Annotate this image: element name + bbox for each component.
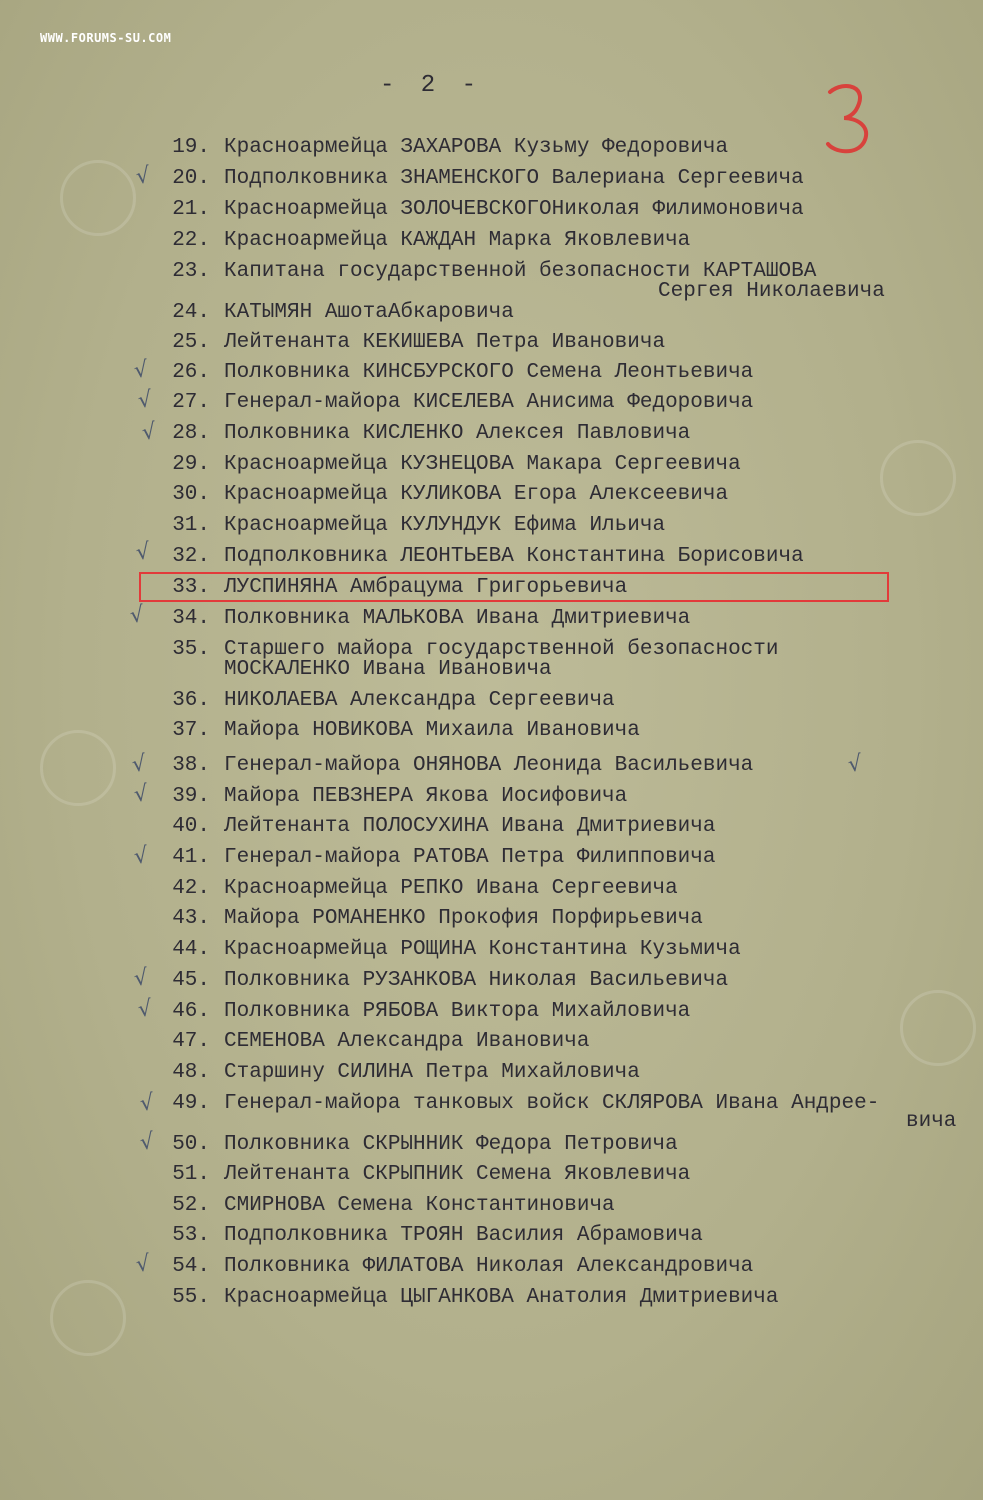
item-number: 49. [172,1092,210,1115]
list-item [0,1191,983,1221]
check-mark-icon: √ [130,751,148,778]
list-item [0,904,983,934]
item-number: 27. [172,391,210,414]
list-item [0,1058,983,1088]
item-number: 42. [172,877,210,900]
list-item [0,1283,983,1313]
list-item [0,1160,983,1190]
item-number: 38. [172,754,210,777]
check-mark-icon: √ [134,1251,152,1278]
check-mark-icon: √ [132,357,150,384]
item-text: Красноармейца РОЩИНА Константина Кузьмича [224,938,741,961]
check-mark-icon: √ [132,965,150,992]
item-number: 33. [172,576,210,599]
item-text: СМИРНОВА Семена Константиновича [224,1194,615,1217]
item-text: Подполковника ТРОЯН Василия Абрамовича [224,1224,703,1247]
item-number: 50. [172,1133,210,1156]
item-number: 41. [172,846,210,869]
check-mark-icon: √ [128,602,146,629]
item-text: Полковника РУЗАНКОВА Николая Васильевича [224,969,729,992]
item-text: Майора ПЕВЗНЕРА Якова Иосифовича [224,785,628,808]
check-mark-icon: √ [134,163,152,190]
check-mark-icon: √ [136,996,154,1023]
list-item [0,511,983,541]
item-number: 25. [172,331,210,354]
item-text: Красноармейца КАЖДАН Марка Яковлевича [224,229,691,252]
item-number: 46. [172,1000,210,1023]
item-number: 22. [172,229,210,252]
list-item [0,686,983,716]
item-text: Полковника РЯБОВА Виктора Михайловича [224,1000,691,1023]
item-text: Капитана государственной безопасности КАРТАШОВА [224,260,817,283]
item-text: Лейтенанта ПОЛОСУХИНА Ивана Дмитриевича [224,815,716,838]
item-text: Старшего майора государственной безопасности [224,638,779,661]
item-number: 40. [172,815,210,838]
check-mark-icon: √ [136,387,154,414]
item-text: ЛУСПИНЯНА Амбрацума Григорьевича [224,576,628,599]
item-number: 20. [172,167,210,190]
item-text: Старшину СИЛИНА Петра Михайловича [224,1061,640,1084]
list-item [0,604,983,634]
check-mark-icon: √ [846,751,864,778]
item-number: 45. [172,969,210,992]
item-number: 54. [172,1255,210,1278]
item-text: Лейтенанта СКРЫПНИК Семена Яковлевича [224,1163,691,1186]
list-item [0,450,983,480]
item-number: 23. [172,260,210,283]
item-number: 53. [172,1224,210,1247]
item-text: Красноармейца ЗОЛОЧЕВСКОГОНиколая Филимоновича [224,198,804,221]
page-number: - 2 - [380,72,483,99]
item-text: Лейтенанта КЕКИШЕВА Петра Ивановича [224,331,666,354]
item-text-continuation: вича [906,1110,957,1133]
list-item [0,812,983,842]
item-number: 39. [172,785,210,808]
list-item [0,133,983,163]
item-text: Красноармейца КУЛУНДУК Ефима Ильича [224,514,666,537]
item-number: 32. [172,545,210,568]
item-number: 55. [172,1286,210,1309]
item-number: 21. [172,198,210,221]
item-number: 35. [172,638,210,661]
item-text: Генерал-майора РАТОВА Петра Филипповича [224,846,716,869]
item-number: 31. [172,514,210,537]
check-mark-icon: √ [138,1090,156,1117]
check-mark-icon: √ [132,781,150,808]
item-text: Полковника КИСЛЕНКО Алексея Павловича [224,422,691,445]
item-text: Красноармейца ЗАХАРОВА Кузьму Федоровича [224,136,729,159]
item-text: Полковника КИНСБУРСКОГО Семена Леонтьевича [224,361,754,384]
list-item [0,1221,983,1251]
item-text-continuation: МОСКАЛЕНКО Ивана Ивановича [224,658,552,681]
item-number: 37. [172,719,210,742]
item-number: 51. [172,1163,210,1186]
list-item [0,195,983,225]
list-item [0,573,983,603]
item-number: 48. [172,1061,210,1084]
list-item [0,874,983,904]
list-item [0,480,983,510]
item-number: 52. [172,1194,210,1217]
item-text: СЕМЕНОВА Александра Ивановича [224,1030,590,1053]
list-item [0,935,983,965]
check-mark-icon: √ [138,1129,156,1156]
item-text-continuation: Сергея Николаевича [658,280,885,303]
item-text: Полковника СКРЫННИК Федора Петровича [224,1133,678,1156]
item-text: Подполковника ЛЕОНТЬЕВА Константина Борисовича [224,545,804,568]
item-text: Генерал-майора ОНЯНОВА Леонида Васильевича [224,754,754,777]
item-text: Майора НОВИКОВА Михаила Ивановича [224,719,640,742]
item-text: Красноармейца КУЗНЕЦОВА Макара Сергеевича [224,453,741,476]
item-text: Красноармейца РЕПКО Ивана Сергеевича [224,877,678,900]
item-text: Полковника МАЛЬКОВА Ивана Дмитриевича [224,607,691,630]
item-text: Майора РОМАНЕНКО Прокофия Порфирьевича [224,907,703,930]
item-number: 26. [172,361,210,384]
item-number: 24. [172,301,210,324]
item-number: 30. [172,483,210,506]
item-text: Красноармейца КУЛИКОВА Егора Алексеевича [224,483,729,506]
list-item [0,226,983,256]
item-number: 43. [172,907,210,930]
list-item [0,328,983,358]
list-item [0,751,983,781]
item-text: Генерал-майора танковых войск СКЛЯРОВА Ивана Андрее- [224,1092,880,1115]
item-number: 28. [172,422,210,445]
check-mark-icon: √ [132,843,150,870]
item-text: Подполковника ЗНАМЕНСКОГО Валериана Сергеевича [224,167,804,190]
item-text: Полковника ФИЛАТОВА Николая Александровича [224,1255,754,1278]
item-text: КАТЫМЯН АшотаАбкаровича [224,301,514,324]
item-number: 29. [172,453,210,476]
item-number: 47. [172,1030,210,1053]
item-number: 44. [172,938,210,961]
item-number: 19. [172,136,210,159]
item-number: 36. [172,689,210,712]
site-watermark: WWW.FORUMS-SU.COM [40,31,172,45]
item-text: Генерал-майора КИСЕЛЕВА Анисима Федоровича [224,391,754,414]
item-text: Красноармейца ЦЫГАНКОВА Анатолия Дмитриевича [224,1286,779,1309]
check-mark-icon: √ [140,419,158,446]
item-number: 34. [172,607,210,630]
check-mark-icon: √ [134,539,152,566]
list-item [0,1027,983,1057]
list-item [0,298,983,328]
item-text: НИКОЛАЕВА Александра Сергеевича [224,689,615,712]
list-item [0,716,983,746]
